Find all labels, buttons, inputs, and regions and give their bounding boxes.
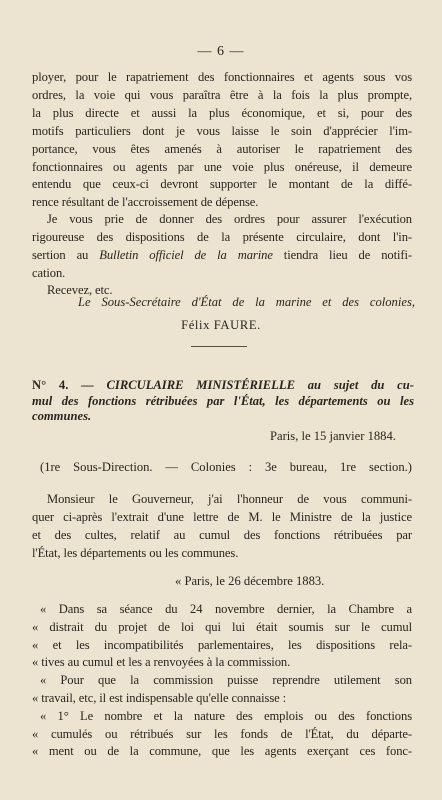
text-line: Monsieur le Gouverneur, j'ai l'honneur de vous communi- (47, 492, 412, 506)
circular-heading-line: mul des fonctions rétribuées par l'État, les départements ou les (32, 394, 414, 408)
circular-heading-line: communes. (32, 409, 92, 423)
quote-line: « et les incompatibilités parlementaires, les dispositions rela- (32, 638, 412, 652)
text-line: la plus directe et aussi la plus économique, et si, pour des (32, 106, 412, 120)
quote-line: « Dans sa séance du 24 novembre dernier, la Chambre a (40, 602, 412, 616)
section-divider (191, 346, 247, 347)
text-line: portance, vous êtes amenés à autoriser le rapatriement des (32, 142, 412, 156)
text-line: l'État, les départements ou les communes. (32, 546, 239, 560)
quote-line: « distrait du projet de loi qui lui était soumis sur le cumul (32, 620, 412, 634)
text-line: motifs particuliers dont je vous laisse le soin d'apprécier l'im- (32, 124, 412, 138)
text-line: ployer, pour le rapatriement des fonctionnaires et agents sous vos (32, 70, 412, 84)
page-number: — 6 — (197, 44, 245, 59)
quote-line: « cumulés ou rétribués sur les fonds de l'État, du départe- (32, 727, 412, 741)
signature-title: Le Sous-Secrétaire d'État de la marine et des colonies, (78, 295, 415, 309)
text-line: rigoureuse des dispositions de la présente circulaire, dont l'in- (32, 230, 412, 244)
circular-number: N° 4. (32, 378, 69, 392)
quote-line: « travail, etc, il est indispensable qu'elle connaisse : (32, 691, 287, 705)
quote-line: « 1° Le nombre et la nature des emplois ou des fonctions (40, 709, 412, 723)
circular-date: Paris, le 15 janvier 1884. (270, 429, 396, 443)
text-line: entendu que ceux-ci devront supporter le montant de la diffé- (32, 177, 412, 191)
text-line: et des cultes, relatif au cumul des fonctions rétribuées par (32, 528, 412, 542)
quote-line: « tives au cumul et les a renvoyées à la commission. (32, 655, 291, 669)
quote-line: « ment ou de la commune, que les agents exerçant ces fonc- (32, 744, 412, 758)
text-line: Je vous prie de donner des ordres pour assurer l'exécution (47, 212, 412, 226)
circular-heading-line (32, 378, 414, 392)
signature-last-name: FAURE. (213, 318, 261, 332)
closing-formula: Recevez, etc. (47, 283, 113, 297)
text-line: ordres, la voie qui vous paraîtra être à la fois la plus prompte, (32, 88, 412, 102)
circular-heading-text: — CIRCULAIRE MINISTÉRIELLE au sujet du cu- (81, 378, 414, 392)
signature-first-name: Félix (181, 318, 211, 332)
text-line: sertion au Bulletin officiel de la marine tiendra lieu de notifi- (32, 248, 412, 262)
text-line: rence résultant de l'accroissement de dépense. (32, 195, 259, 209)
text-line: fonctionnaires ou agents par une voie plus onéreuse, il demeure (32, 160, 412, 174)
text-line: cation. (32, 266, 66, 280)
quote-date: « Paris, le 26 décembre 1883. (175, 574, 325, 588)
signature-name (0, 318, 442, 333)
quote-line: « Pour que la commission puisse reprendre utilement son (40, 673, 412, 687)
text-line: quer ci-après l'extrait d'une lettre de M. le Ministre de la justice (32, 510, 412, 524)
subdirection-line: (1re Sous-Direction. — Colonies : 3e bureau, 1re section.) (40, 460, 412, 474)
